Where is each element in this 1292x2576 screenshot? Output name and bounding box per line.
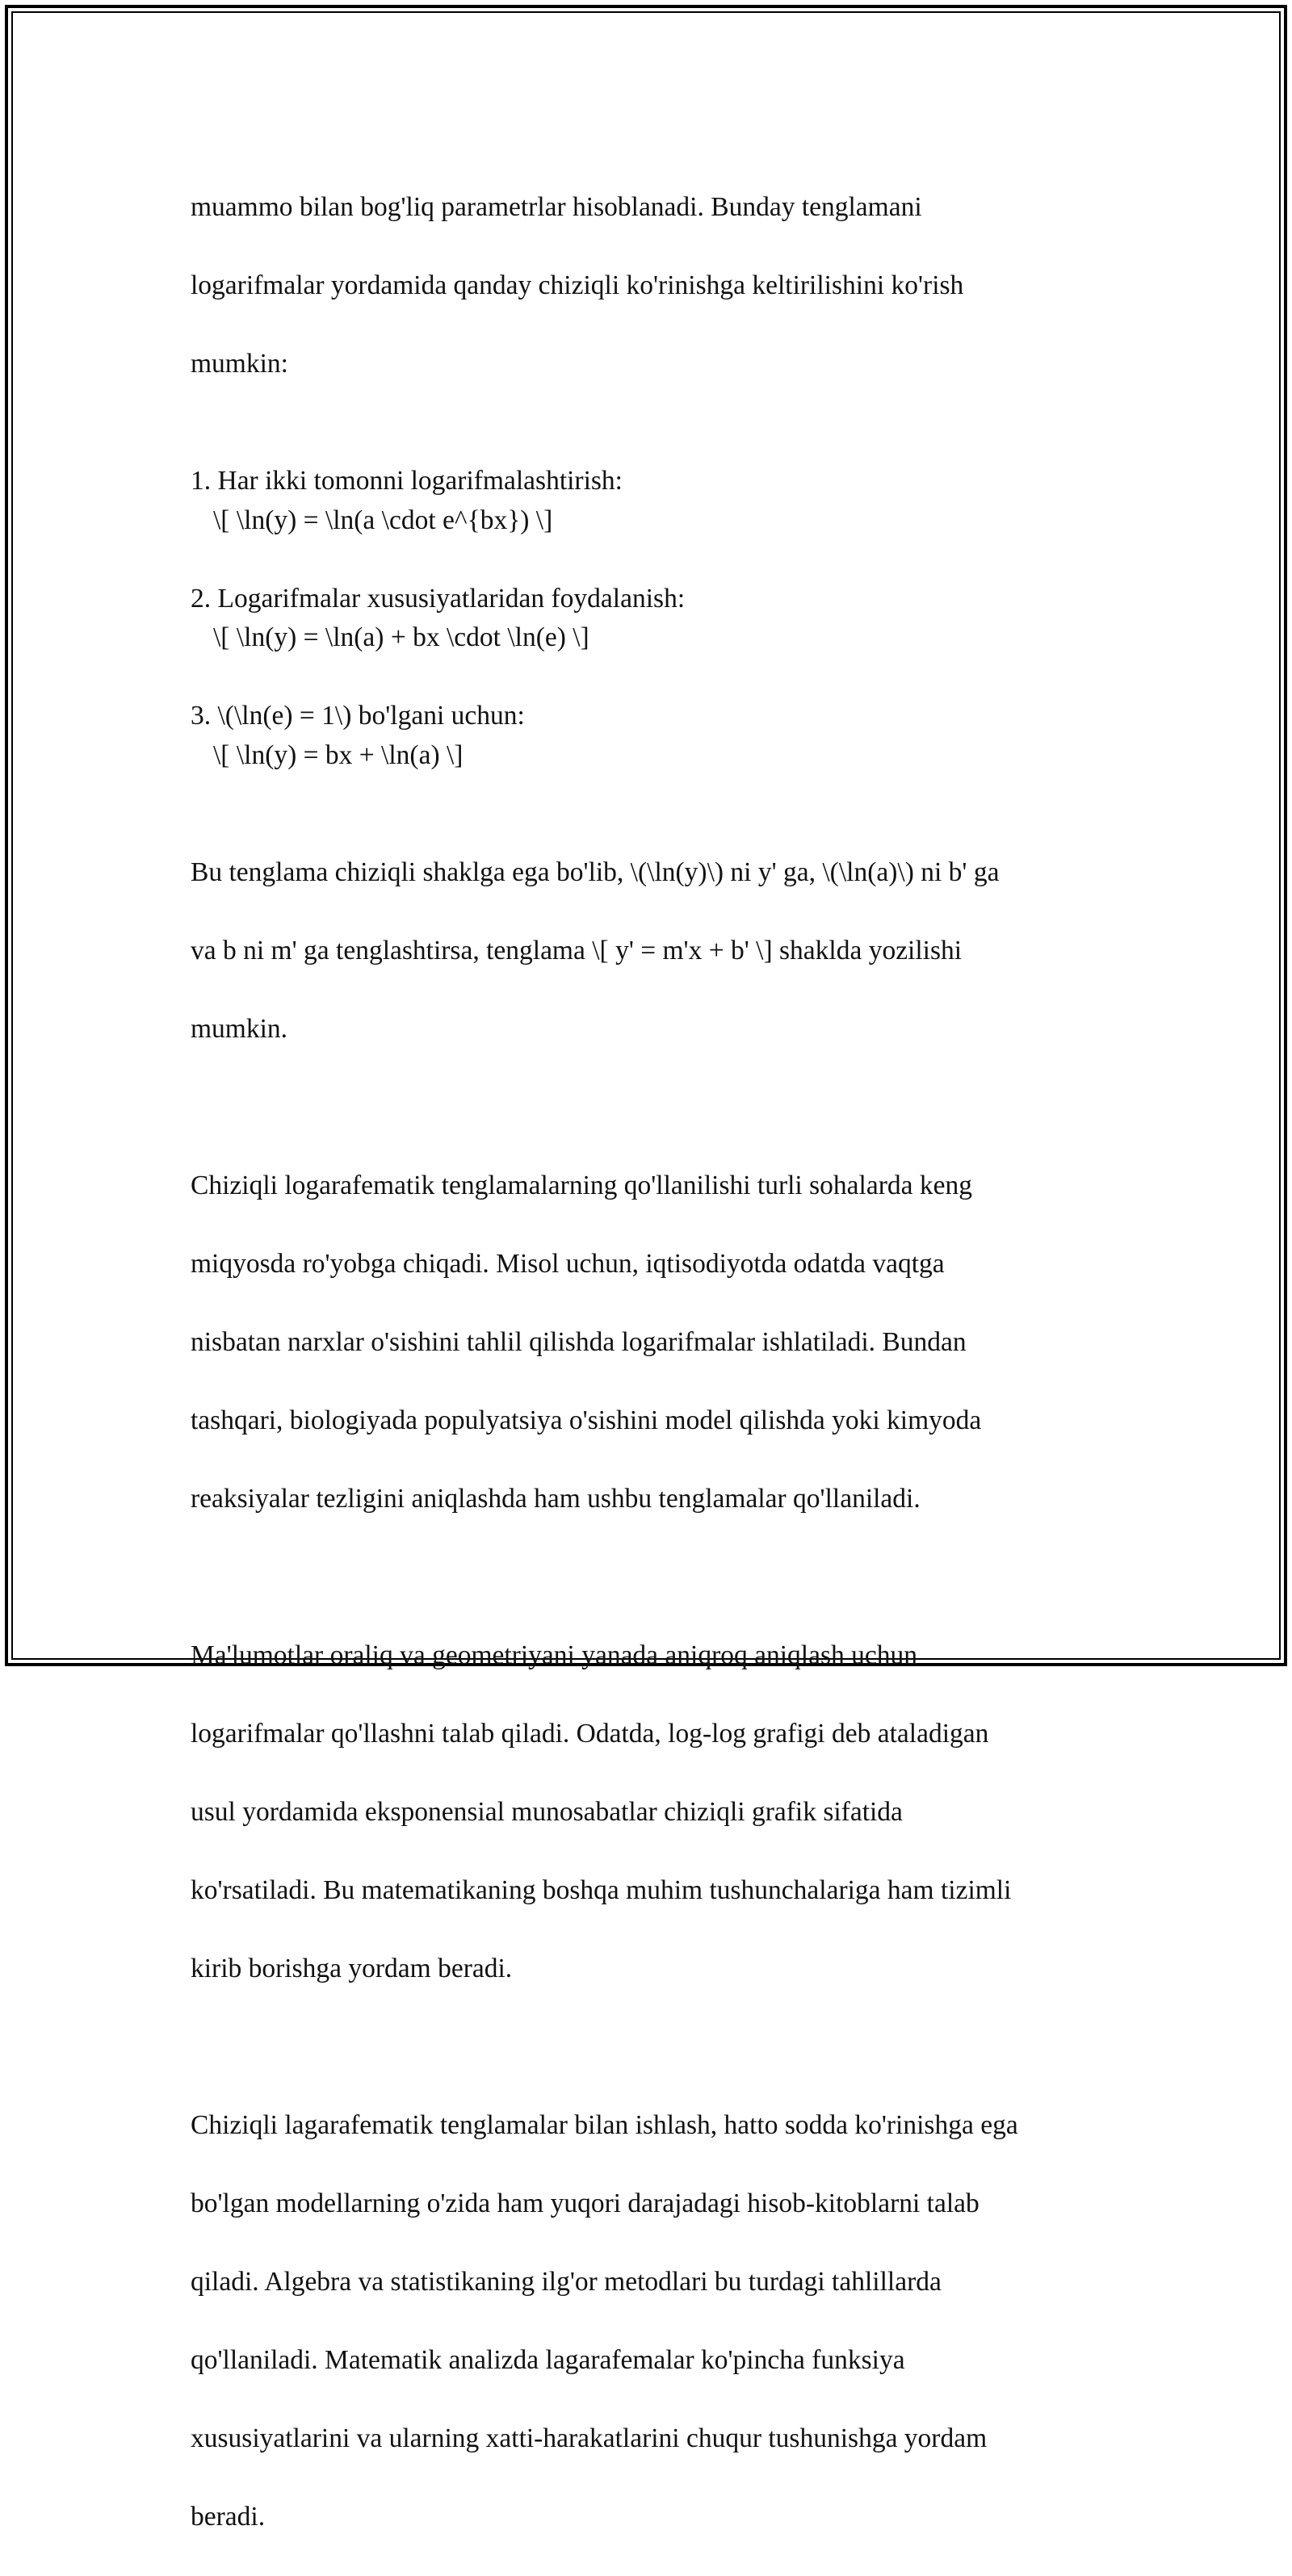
step-2 bbox=[191, 580, 1103, 658]
text-line: logarifmalar qo'llashni talab qiladi. Odatda, log-log grafigi deb ataladigan bbox=[191, 1715, 1103, 1754]
text-line: va b ni m' ga tenglashtirsa, tenglama \[ y' = m'x + b' \] shaklda yozilishi bbox=[191, 932, 1103, 971]
text-line: ko'rsatiladi. Bu matematikaning boshqa muhim tushunchalariga ham tizimli bbox=[191, 1871, 1103, 1911]
document-body bbox=[191, 149, 1103, 2576]
text-line: kirib borishga yordam beradi. bbox=[191, 1950, 1103, 1989]
paragraph-applications bbox=[191, 1128, 1103, 1559]
text-line: miqyosda ro'yobga chiqadi. Misol uchun, iqtisodiyotda odatda vaqtga bbox=[191, 1245, 1103, 1284]
text-line: tashqari, biologiyada populyatsiya o'sishini model qilishda yoki kimyoda bbox=[191, 1401, 1103, 1441]
text-line: qiladi. Algebra va statistikaning ilg'or metodlari bu turdagi tahlillarda bbox=[191, 2263, 1103, 2302]
paragraph-log-log bbox=[191, 1598, 1103, 2029]
intro-paragraph bbox=[191, 149, 1103, 423]
step-formula: \[ \ln(y) = \ln(a \cdot e^{bx}) \] bbox=[191, 501, 1103, 541]
text-line: muammo bilan bog'liq parametrlar hisoblanadi. Bunday tenglamani bbox=[191, 188, 1103, 228]
step-formula: \[ \ln(y) = bx + \ln(a) \] bbox=[191, 736, 1103, 776]
paragraph-linear-form bbox=[191, 815, 1103, 1089]
text-line: beradi. bbox=[191, 2498, 1103, 2537]
text-line: mumkin. bbox=[191, 1010, 1103, 1049]
step-label: 2. Logarifmalar xususiyatlaridan foydalanish: bbox=[191, 580, 1103, 619]
step-formula: \[ \ln(y) = \ln(a) + bx \cdot \ln(e) \] bbox=[191, 618, 1103, 658]
text-line: xususiyatlarini va ularning xatti-harakatlarini chuqur tushunishga yordam bbox=[191, 2419, 1103, 2459]
text-line: mumkin: bbox=[191, 345, 1103, 384]
text-line: logarifmalar yordamida qanday chiziqli ko'rinishga keltirilishini ko'rish bbox=[191, 266, 1103, 306]
step-1 bbox=[191, 462, 1103, 540]
text-line: Chiziqli lagarafematik tenglamalar bilan ishlash, hatto sodda ko'rinishga ega bbox=[191, 2106, 1103, 2146]
step-3 bbox=[191, 697, 1103, 775]
text-line: Ma'lumotlar oraliq va geometriyani yanada aniqroq aniqlash uchun bbox=[191, 1636, 1103, 1676]
step-label: 3. \(\ln(e) = 1\) bo'lgani uchun: bbox=[191, 697, 1103, 736]
text-line: Chiziqli logarafematik tenglamalarning qo'llanilishi turli sohalarda keng bbox=[191, 1167, 1103, 1206]
text-line: bo'lgan modellarning o'zida ham yuqori darajadagi hisob-kitoblarni talab bbox=[191, 2184, 1103, 2224]
text-line: nisbatan narxlar o'sishini tahlil qilishda logarifmalar ishlatiladi. Bundan bbox=[191, 1323, 1103, 1363]
paragraph-advanced-methods bbox=[191, 2067, 1103, 2576]
step-label: 1. Har ikki tomonni logarifmalashtirish: bbox=[191, 462, 1103, 501]
text-line: reaksiyalar tezligini aniqlashda ham ushbu tenglamalar qo'llaniladi. bbox=[191, 1480, 1103, 1519]
text-line: Bu tenglama chiziqli shaklga ega bo'lib, \(\ln(y)\) ni y' ga, \(\ln(a)\) ni b' ga bbox=[191, 853, 1103, 893]
text-line: qo'llaniladi. Matematik analizda lagarafemalar ko'pincha funksiya bbox=[191, 2341, 1103, 2381]
text-line: usul yordamida eksponensial munosabatlar chiziqli grafik sifatida bbox=[191, 1793, 1103, 1833]
